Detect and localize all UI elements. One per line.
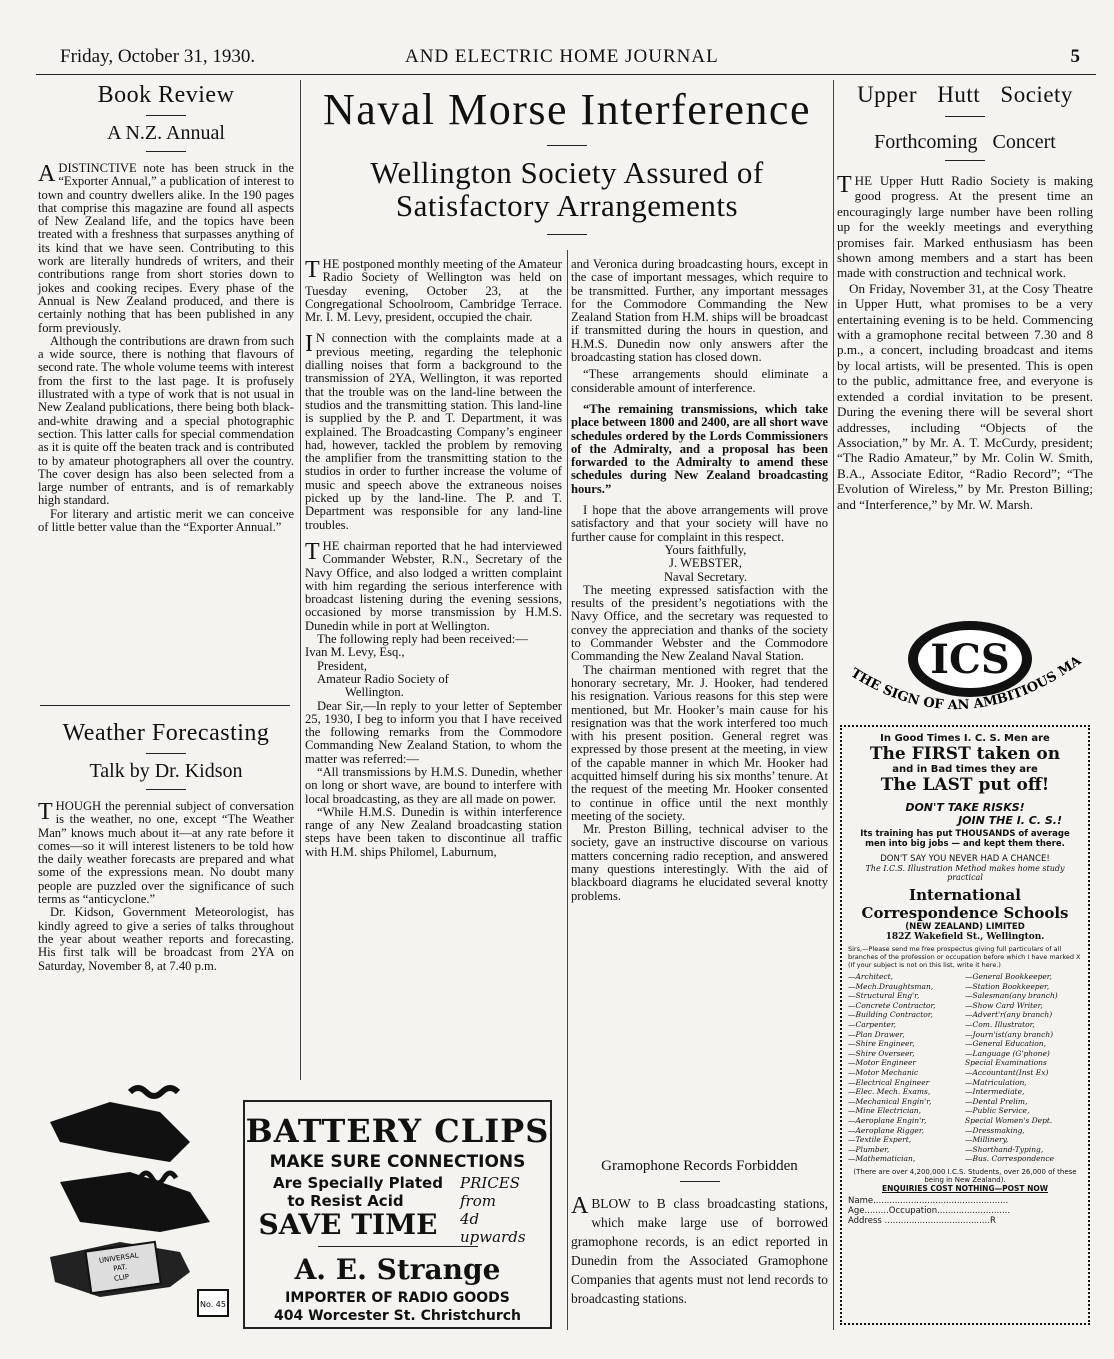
prices-label: from bbox=[460, 1192, 496, 1210]
drop-cap: T bbox=[38, 799, 53, 825]
course-row bbox=[848, 1001, 1082, 1011]
subheadline: Wellington Society Assured of Satisfactory Arrangements bbox=[370, 155, 764, 223]
column-divider bbox=[833, 80, 834, 1330]
ics-line: JOIN THE I. C. S.! bbox=[958, 814, 1062, 827]
article-body bbox=[38, 800, 294, 973]
course-row bbox=[848, 1126, 1082, 1136]
ics-line: In Good Times I. C. S. Men are bbox=[880, 733, 1050, 744]
paragraph: HE postponed monthly meeting of the Amateur Radio Society of Wellington was held on Tuesday evening, October 23, at the Congregational Schoolroom, Cambridge Terrace. Mr. I. M. Levy, president, occupied the chair. bbox=[305, 257, 562, 325]
course-option[interactable]: Special Women's Dept. bbox=[965, 1115, 1053, 1125]
paragraph: “The remaining transmissions, which take place between 1800 and 2400, are all short wave schedules ordered by the Lords Commissioners of the Admiralty, and a proposal has been forwarded to the Admiralty to amend these schedules during New Zealand broadcasting hours.” bbox=[571, 401, 828, 496]
title-rule bbox=[547, 145, 587, 146]
gramophone-article bbox=[571, 1158, 828, 1308]
course-row bbox=[848, 991, 1082, 1001]
paragraph: J. WEBSTER, bbox=[669, 556, 742, 571]
course-option[interactable]: —Elec. Mech. Exams, bbox=[848, 1087, 931, 1097]
paragraph: The meeting expressed satisfaction with the results of the president’s negotiations with the Navy Office, and the secretary was requested to convey the appreciation and thanks of the society to Commander Webster and the Commodore Commanding the New Zealand Naval Station. bbox=[571, 582, 828, 664]
ics-line: DON'T SAY YOU NEVER HAD A CHANCE! bbox=[880, 854, 1050, 864]
column-divider bbox=[300, 80, 301, 1080]
course-option[interactable]: —Matriculation, bbox=[965, 1077, 1027, 1087]
ad-address: 404 Worcester St. Christchurch bbox=[274, 1308, 521, 1324]
article-body bbox=[38, 162, 294, 534]
article-title: Gramophone Records Forbidden bbox=[601, 1158, 798, 1174]
form-label: R bbox=[989, 1215, 996, 1226]
course-option[interactable]: —Shire Overseer, bbox=[848, 1048, 915, 1058]
ics-ad bbox=[840, 725, 1090, 1325]
clip-number: No. 45 bbox=[199, 1300, 227, 1309]
form-label: Age bbox=[848, 1205, 865, 1216]
paragraph: The chairman mentioned with regret that the honorary secretary, Mr. J. Hooker, had tendered his resignation. Various reasons for this step were mentioned, but Mr. Hooker’s main cause for his resignation was that the work interfered too much with his present position. General regret was expressed by those present at the meeting, in view of the capable manner in which Mr. Hooker had acquitted himself during his six months’ tenure. At the request of the meeting Mr. Hooker consented to continue in office until the next monthly meeting of the society. bbox=[571, 662, 828, 823]
drop-cap: A bbox=[571, 1193, 589, 1219]
drop-cap: T bbox=[837, 172, 852, 198]
course-option[interactable]: —Mechanical Engin'r, bbox=[848, 1096, 932, 1106]
drop-cap: A bbox=[38, 161, 56, 187]
course-option[interactable]: —Plumber, bbox=[848, 1144, 890, 1154]
paragraph: “These arrangements should eliminate a considerable amount of interference. bbox=[571, 367, 828, 395]
ad-rule bbox=[318, 1246, 478, 1247]
paragraph: Yours faithfully, bbox=[664, 542, 747, 557]
course-option[interactable]: —General Bookkeeper, bbox=[965, 972, 1052, 981]
age-field[interactable]: ......... bbox=[864, 1205, 889, 1216]
clip-label: CLIP bbox=[113, 1272, 130, 1283]
paragraph: HE Upper Hutt Radio Society is making good progress. At the present time an encouragingly large number have been rolling up for the weekly meetings and everything promises fair. Marked enthusiasm has been shown among members and a start has been made with construction and technical work. bbox=[837, 173, 1093, 281]
paragraph: Wellington. bbox=[345, 685, 404, 700]
paragraph: BLOW to B class broadcasting stations, which make large use of borrowed gramophone records, is an edict reported in Dunedin from the Associated Gramophone Companies that agents must not lend records to broadcasting stations. bbox=[571, 1196, 828, 1306]
occupation-field[interactable]: ........................... bbox=[937, 1205, 1011, 1216]
course-option[interactable]: Special Examinations bbox=[965, 1058, 1047, 1068]
ics-line: ENQUIRIES COST NOTHING—POST NOW bbox=[881, 1183, 1049, 1193]
course-option[interactable]: —Architect, bbox=[848, 972, 893, 981]
course-option[interactable]: —Shire Engineer, bbox=[848, 1039, 915, 1049]
course-row bbox=[848, 1078, 1082, 1088]
course-option[interactable]: —Building Contractor, bbox=[848, 1010, 933, 1020]
paragraph: Ivan M. Levy, Esq., bbox=[305, 645, 405, 660]
course-row bbox=[848, 1020, 1082, 1030]
course-option[interactable]: —Textile Expert, bbox=[848, 1135, 912, 1145]
course-option[interactable]: —Electrical Engineer bbox=[848, 1077, 930, 1087]
battery-clips-ad bbox=[243, 1100, 552, 1329]
naval-column-1 bbox=[305, 258, 562, 859]
course-row bbox=[848, 982, 1082, 992]
drop-cap: I bbox=[305, 331, 313, 358]
paragraph: DISTINCTIVE note has been struck in the “Exporter Annual,” a publication of interest to town and country dwellers alike. In the 190 pages that comprise this magazine are found all aspects of New Zealand life, and the topics have been treated with a freshness that surpasses anything of its kind that we have seen. Contributing to this work are literally hundreds of writers, and their contributions range from short stories down to jokes and cooking recipes. Every phase of the Annual is New Zealand produced, and there is certainly nothing that has been published in any form previously. bbox=[38, 161, 294, 335]
paragraph: N connection with the complaints made at a previous meeting, regarding the telephonic dialling noises that form a background to the transmission of 2YA, Wellington, it was reported that the trouble was on the land-line between the studios and the transmitting station. This land-line is supplied by the P. and T. Department, it was explained. The Broadcasting Company’s engineer had, however, tackled the problem by removing the amplifier from the transmitting station to the studios in order to further increase the volume of music and speech above the extraneous noises picked up by the land-line. The P. and T. Department was responsible for any land-line troubles. bbox=[305, 331, 562, 532]
course-option[interactable]: —Dressmaking, bbox=[965, 1125, 1025, 1135]
drop-cap: T bbox=[305, 538, 320, 565]
ics-line: International bbox=[909, 886, 1021, 904]
name-field[interactable]: .................................................. bbox=[873, 1195, 1009, 1206]
course-option[interactable]: —Carpenter, bbox=[848, 1019, 896, 1029]
headline: Naval Morse Interference bbox=[323, 85, 811, 134]
course-option[interactable]: —Shorthand-Typing, bbox=[965, 1144, 1044, 1154]
ics-line: Correspondence Schools bbox=[861, 904, 1069, 922]
ics-line: DON'T TAKE RISKS! bbox=[905, 801, 1025, 814]
article-title: Weather Forecasting bbox=[62, 720, 270, 746]
ad-line: Are Specially Plated bbox=[273, 1174, 443, 1192]
journal-name: AND ELECTRIC HOME JOURNAL bbox=[405, 46, 719, 67]
course-option[interactable]: —Language (G'phone) bbox=[965, 1048, 1050, 1058]
title-rule bbox=[146, 753, 186, 754]
course-row bbox=[848, 1030, 1082, 1040]
course-row bbox=[848, 1087, 1082, 1097]
ad-prices bbox=[460, 1174, 540, 1246]
ad-save-time: SAVE TIME bbox=[258, 1208, 438, 1241]
ics-logo-text: ICS bbox=[930, 636, 1010, 683]
paragraph: Mr. Preston Billing, technical adviser to the society, gave an instructive discourse on various matters concerning radio reception, and answered many questions interestingly. With the aid of blackboard diagrams he elucidated several knotty problems. bbox=[571, 822, 828, 903]
upper-hutt-article bbox=[837, 82, 1093, 512]
course-option[interactable]: —Motor Mechanic bbox=[848, 1067, 919, 1077]
article-title: Upper Hutt Society bbox=[857, 82, 1073, 107]
course-row bbox=[848, 1097, 1082, 1107]
course-row bbox=[848, 1010, 1082, 1020]
paragraph: HOUGH the perennial subject of conversation is the weather, no one, except “The Weather Man” knows much about it—at any rate before it comes—so it will interest listeners to be told how the daily weather forecasts are prepared and what some of the expressions mean. No doubt many people are puzzled over the significance of such terms as “anticyclone.” bbox=[38, 799, 294, 907]
title-rule bbox=[547, 234, 587, 235]
paragraph: Dear Sir,—In reply to your letter of September 25, 1930, I beg to inform you that I have received the following remarks from the Commodore Commanding New Zealand Station, to whom the matter was referred:— bbox=[305, 698, 562, 766]
page-header bbox=[60, 46, 1080, 70]
course-option[interactable]: —Bus. Correspondence bbox=[965, 1154, 1055, 1164]
clip-label: UNIVERSAL bbox=[98, 1251, 139, 1265]
paragraph: “While H.M.S. Dunedin is within interference range of any New Zealand broadcasting station steps have been taken to discontinue all traffic with H.M. ships Philomel, Laburnum, bbox=[305, 804, 562, 859]
title-rule bbox=[945, 116, 985, 117]
course-option[interactable]: —Advert'r(any branch) bbox=[965, 1010, 1053, 1020]
ics-course-list bbox=[848, 972, 1082, 1164]
title-rule bbox=[945, 160, 985, 161]
column-divider bbox=[567, 250, 568, 1330]
course-row bbox=[848, 1135, 1082, 1145]
course-option[interactable]: —Station Bookkeeper, bbox=[965, 981, 1050, 991]
ics-line: Sirs,—Please send me free prospectus giving full particulars of all branches of the profession or occupation before which I have marked X (If your subject is not on this list, write it here.) bbox=[848, 945, 1081, 969]
prices-label: PRICES bbox=[460, 1174, 521, 1192]
ad-importer: IMPORTER OF RADIO GOODS bbox=[285, 1290, 510, 1306]
book-review-article bbox=[38, 82, 294, 534]
article-subtitle: Talk by Dr. Kidson bbox=[89, 760, 243, 782]
paragraph: Amateur Radio Society of bbox=[317, 671, 449, 686]
course-option[interactable]: —Dental Prelim, bbox=[965, 1096, 1028, 1106]
course-option[interactable]: —Journ'ist(any branch) bbox=[965, 1029, 1054, 1039]
course-option[interactable]: —Motor Engineer bbox=[848, 1058, 916, 1068]
prices-label: 4d upwards bbox=[460, 1210, 526, 1246]
paragraph: Dr. Kidson, Government Meteorologist, has kindly agreed to give a series of talks throughout the year about weather reports and forecasting. His first talk will be broadcast from 2YA on Saturday, November 8, at 7.40 p.m. bbox=[38, 905, 294, 973]
address-field[interactable]: ....................................... bbox=[881, 1215, 990, 1226]
paragraph: “All transmissions by H.M.S. Dunedin, whether on long or short wave, are bound to interfere with local broadcasting, as they are all made on power. bbox=[305, 764, 562, 806]
course-option[interactable]: —Salesman(any branch) bbox=[965, 991, 1058, 1001]
course-option[interactable]: —Mech.Draughtsman, bbox=[848, 981, 934, 991]
course-row bbox=[848, 1039, 1082, 1049]
article-subtitle: A N.Z. Annual bbox=[107, 122, 225, 144]
ics-slogan-arc: THE SIGN OF AN AMBITIOUS MA bbox=[847, 653, 1085, 714]
course-option[interactable]: —Plan Drawer, bbox=[848, 1029, 905, 1039]
course-row bbox=[848, 1154, 1082, 1164]
ad-headline: BATTERY CLIPS bbox=[245, 1112, 550, 1150]
ics-form bbox=[848, 1196, 1082, 1226]
form-label: Occupation bbox=[888, 1205, 938, 1216]
course-option[interactable]: —Aeroplane Rigger, bbox=[848, 1125, 925, 1135]
naval-article-header bbox=[304, 84, 830, 241]
page-number: 5 bbox=[1070, 46, 1080, 67]
ics-line: and in Bad times they are bbox=[892, 764, 1038, 775]
ics-line: The FIRST taken on bbox=[869, 744, 1061, 764]
clip-label: PAT. bbox=[112, 1263, 128, 1273]
article-body bbox=[571, 1194, 828, 1308]
course-option[interactable]: —Com. Illustrator, bbox=[965, 1019, 1035, 1029]
paragraph: On Friday, November 31, at the Cosy Theatre in Upper Hutt, what promises to be a very entertaining evening is to be held. Commencing with a gramophone recital between 7.30 and 8 p.m., a concert, including broadcast and items by local artists, will be presented. This is open to the public, admittance free, and everyone is extended a cordial invitation to be present. During the evening there will be several short addresses, including “Objects of the Association,” by Mr. A. T. McCurdy, president; “The Radio Amateur,” by Mr. Colin W. Smith, B.A., Associate Editor, “Radio Record”; “The Evolution of Wireless,” by Mr. Preston Billing; and “Interference,” by Mr. W. Marsh. bbox=[837, 280, 1093, 512]
course-row bbox=[848, 1116, 1082, 1126]
course-option[interactable]: —Accountant(Inst Ex) bbox=[965, 1067, 1049, 1077]
ics-line: 182Z Wakefield St., Wellington. bbox=[885, 932, 1045, 942]
title-rule bbox=[146, 115, 186, 116]
ad-line: MAKE SURE CONNECTIONS bbox=[269, 1152, 526, 1172]
issue-date: Friday, October 31, 1930. bbox=[60, 46, 256, 67]
course-option[interactable]: —Mathematician, bbox=[848, 1154, 916, 1164]
course-option[interactable]: —Show Card Writer, bbox=[965, 1000, 1043, 1010]
title-rule bbox=[680, 1181, 720, 1182]
course-row bbox=[848, 972, 1082, 982]
paragraph: and Veronica during broadcasting hours, except in the case of important messages, which require to be transmitted. Further, any important messages for the Commodore Commanding the New Zealand Station from H.M. ships will be broadcast if transmitted during the hours in question, and H.M.S. Dunedin now only answers after the broadcasting station has closed down. bbox=[571, 257, 828, 365]
section-rule bbox=[40, 705, 290, 706]
weather-article bbox=[38, 720, 294, 973]
course-row bbox=[848, 1068, 1082, 1078]
course-row bbox=[848, 1106, 1082, 1116]
ad-line: to Resist Acid bbox=[287, 1192, 404, 1210]
ics-line: (NEW ZEALAND) LIMITED bbox=[905, 922, 1025, 932]
course-option[interactable]: —Millinery, bbox=[965, 1135, 1009, 1145]
ad-company-name: A. E. Strange bbox=[294, 1253, 501, 1286]
ics-line: The LAST put off! bbox=[880, 775, 1050, 795]
course-option[interactable]: —General Education, bbox=[965, 1039, 1046, 1049]
article-title: Book Review bbox=[97, 82, 235, 108]
course-option[interactable]: —Intermediate, bbox=[965, 1087, 1025, 1097]
form-label: Name bbox=[848, 1195, 874, 1206]
header-rule bbox=[36, 74, 1096, 75]
course-option[interactable]: —Structural Eng'r, bbox=[848, 991, 920, 1001]
course-row bbox=[848, 1049, 1082, 1059]
title-rule bbox=[146, 151, 186, 152]
paragraph: President, bbox=[317, 658, 368, 673]
drop-cap: T bbox=[305, 257, 320, 283]
course-row bbox=[848, 1145, 1082, 1155]
form-label: Address bbox=[848, 1215, 882, 1226]
course-option[interactable]: —Aeroplane Engin'r, bbox=[848, 1115, 927, 1125]
paragraph: Naval Secretary. bbox=[663, 569, 748, 584]
paragraph: I hope that the above arrangements will prove satisfactory and that your society will have no further cause for complaint in this respect. bbox=[571, 503, 828, 544]
course-option[interactable]: —Concrete Contractor, bbox=[848, 1000, 936, 1010]
paragraph: Although the contributions are drawn from such a wide source, there is nothing that flavours of second rate. The whole volume teems with interest from the first to the last page. It is profusely illustrated with a type of work that is not usual in New Zealand publications, there being both black-and-white drawing and a special photographic section. This latter calls for special commendation as it is quite off the beaten track and is contributed to by amateur photographers all over the country. The cover design has also been selected from a large number of entrants, and is of remarkably high standard. bbox=[38, 333, 294, 508]
paragraph: HE chairman reported that he had interviewed Commander Webster, R.N., Secretary of the Navy Office, and also lodged a written complaint with him regarding the serious interference with broadcast listening during the evening sessions, occasioned by morse transmission by H.M.S. Dunedin while in port at Wellington. bbox=[305, 538, 562, 633]
article-body bbox=[837, 173, 1093, 512]
article-subtitle: Forthcoming Concert bbox=[874, 131, 1056, 153]
ics-line: (There are over 4,200,000 I.C.S. Students, over 26,000 of these being in New Zealand). bbox=[853, 1167, 1077, 1184]
ics-logo bbox=[840, 615, 1090, 725]
title-rule bbox=[146, 789, 186, 790]
ics-line: Its training has put THOUSANDS of average men into big jobs — and kept them there. bbox=[860, 829, 1070, 849]
paragraph: For literary and artistic merit we can conceive of little better value than the “Exporter Annual.” bbox=[38, 506, 294, 535]
course-option[interactable]: —Mine Electrician, bbox=[848, 1106, 922, 1116]
course-option[interactable]: —Public Service, bbox=[965, 1106, 1030, 1116]
ics-line: The I.C.S. Illustration Method makes home study practical bbox=[865, 864, 1065, 882]
paragraph: The following reply had been received:— bbox=[317, 632, 528, 647]
battery-clip-illustration bbox=[40, 1082, 240, 1330]
naval-column-2 bbox=[571, 258, 828, 903]
course-row bbox=[848, 1058, 1082, 1068]
